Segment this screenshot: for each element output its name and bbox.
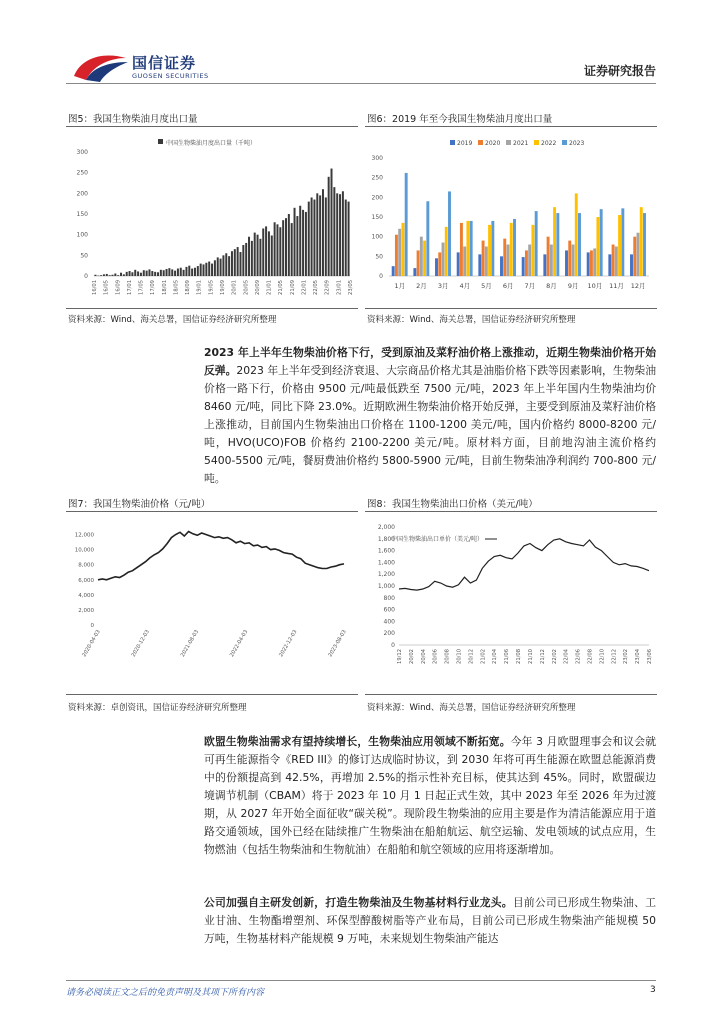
y-tick-label: 600 (383, 606, 395, 614)
x-tick-label: 20/02 (408, 649, 415, 664)
x-tick-label: 22/09 (324, 280, 331, 295)
data-bar (568, 241, 571, 276)
data-bar (214, 260, 216, 276)
x-tick-label: 11月 (609, 282, 624, 290)
x-tick-label: 2023-08-03 (327, 629, 348, 659)
x-tick-label: 2020-04-03 (81, 629, 102, 659)
data-bar (131, 272, 133, 276)
data-bar (109, 275, 111, 276)
data-bar (445, 227, 448, 276)
data-bar (313, 200, 315, 276)
data-bar (470, 221, 473, 276)
y-tick-label: 100 (371, 233, 383, 241)
y-tick-label: 10,000 (74, 547, 94, 554)
paragraph-body: 今年 3 月欧盟理事会和议会就可再生能源指令《RED III》的修订达成临时协议，到 2030 年将可再生能源在欧盟总能源消费中的份额提高到 42.5%，再增加 2.5%的指示性补充目标，使其达到 45%。同时，欧盟碳边境调节机制（CBAM）将于 2023 年 10 月 1 日起正式生效，其中 2023 年至 2026 年为过渡期，从 2027 年开始全面征收“碳关税”。现阶段生物柴油的应用主要是作为清洁能源应用于道路交通领域，国外已经在陆续推广生物柴油在船舶航运、航空运输、发电领域的试点应用，生物燃油（包括生物柴油和生物航油）在船舶和航空领域的应用将逐渐增加。 (204, 735, 657, 856)
data-bar (600, 209, 603, 276)
legend-label: 2022 (541, 140, 557, 147)
y-tick-label: 250 (76, 169, 88, 177)
data-bar (423, 241, 426, 276)
data-bar (239, 252, 241, 276)
data-bar (285, 218, 287, 276)
y-tick-label: 1,400 (377, 559, 395, 567)
legend-label: 2020 (485, 140, 501, 147)
fig8-title: 图8：我国生物柴油出口价格（美元/吨） (367, 499, 538, 510)
x-tick-label: 20/09 (254, 280, 261, 295)
paragraph-body: 2023 年上半年受到经济衰退、大宗商品价格尤其是油脂价格下跌等因素影响，生物柴油价格一路下行，价格由 9500 元/吨最低跌至 7500 元/吨，2023 年上半年国内生物柴油均价 8460 元/吨，同比下降 23.0%。近期欧洲生物柴油价格开始反弹，主要受到原油及菜籽油价格上涨推动，目前国内生物柴油出口价格在 1100-1200 美元/吨，国内价格约 8000-8200 元/吨，HVO(UCO)FOB 价格约 2100-2200 美元/吨。原材料方面，目前地沟油主流价格约 5400-5500 元/吨，餐厨费油价格约 5800-5900 元/吨，目前生物柴油净利润约 700-800 元/吨。 (204, 364, 657, 485)
x-tick-label: 18/09 (185, 280, 192, 295)
fig8-line-chart (365, 515, 657, 691)
y-tick-label: 1,000 (377, 583, 395, 590)
data-bar (279, 227, 281, 276)
legend-label: 2023 (569, 140, 585, 147)
data-bar (525, 250, 528, 276)
data-bar (100, 275, 102, 276)
x-tick-label: 6月 (502, 282, 514, 290)
x-tick-label: 21/12 (539, 649, 546, 664)
data-bar (254, 233, 256, 276)
data-bar (333, 187, 335, 276)
paragraph-lead: 公司加强自主研发创新，打造生物柴油及生物基材料行业龙头。 (204, 896, 513, 909)
data-bar (316, 193, 318, 276)
data-bar (413, 268, 416, 276)
data-bar (596, 217, 599, 276)
data-bar (608, 254, 611, 276)
data-bar (485, 247, 488, 277)
data-bar (291, 223, 293, 276)
data-bar (166, 269, 168, 276)
fig7-title-rule (66, 511, 358, 512)
data-bar (510, 223, 513, 276)
y-tick-label: 50 (80, 252, 88, 260)
legend-label: 中国生物柴油出口单价（美元/吨） (390, 536, 483, 543)
data-bar (299, 206, 301, 276)
data-bar (123, 274, 125, 276)
data-bar (268, 231, 270, 276)
legend-swatch (478, 140, 483, 145)
data-bar (507, 245, 510, 276)
data-bar (615, 247, 618, 277)
data-bar (612, 245, 615, 276)
x-tick-label: 21/01 (266, 280, 273, 295)
page-header (0, 0, 724, 92)
data-bar (339, 194, 341, 276)
y-tick-label: 400 (383, 618, 395, 626)
data-bar (640, 207, 643, 276)
data-bar (103, 274, 105, 276)
data-bar (543, 254, 546, 276)
x-tick-label: 23/06 (647, 649, 653, 664)
data-bar (148, 269, 150, 276)
x-tick-label: 19/12 (397, 649, 403, 664)
data-bar (262, 228, 264, 276)
x-tick-label: 21/05 (278, 280, 285, 295)
data-bar (205, 263, 207, 276)
y-tick-label: 250 (371, 174, 383, 182)
data-bar (126, 272, 128, 276)
data-bar (342, 191, 344, 276)
data-bar (188, 266, 190, 276)
data-bar (348, 202, 350, 276)
x-tick-label: 5月 (481, 282, 492, 290)
y-tick-label: 2,000 (78, 607, 94, 614)
y-tick-label: 2,000 (377, 524, 395, 531)
x-tick-label: 7月 (524, 282, 536, 290)
fig5-title: 图5：我国生物柴油月度出口量 (68, 114, 198, 125)
x-tick-label: 8月 (546, 282, 557, 290)
fig6-title: 图6：2019 年至今我国生物柴油月度出口量 (367, 114, 553, 125)
x-tick-label: 12月 (630, 282, 646, 290)
data-bar (336, 193, 338, 276)
paragraph-company-rd (204, 894, 656, 948)
data-bar (319, 195, 321, 276)
data-bar (265, 226, 267, 276)
data-bar (217, 257, 219, 276)
data-bar (248, 237, 250, 276)
y-tick-label: 12,000 (74, 532, 94, 539)
logo-chinese-name: 国信证券 (132, 54, 197, 72)
y-tick-label: 4,000 (78, 592, 94, 599)
data-bar (553, 207, 556, 276)
data-bar (302, 210, 304, 276)
y-tick-label: 0 (90, 623, 94, 629)
data-bar (129, 271, 131, 276)
data-bar (435, 258, 438, 276)
y-tick-label: 300 (76, 149, 88, 156)
data-bar (572, 245, 575, 276)
data-bar (117, 275, 119, 276)
page-number: 3 (650, 985, 656, 995)
y-tick-label: 100 (76, 231, 88, 239)
paragraph-lead: 欧盟生物柴油需求有望持续增长，生物柴油应用领域不断拓宽。 (204, 735, 511, 748)
fig7-line-chart (66, 515, 358, 691)
data-bar (522, 257, 525, 276)
data-bar (106, 274, 108, 276)
data-bar (535, 211, 538, 276)
data-bar (234, 249, 236, 276)
data-bar (160, 270, 162, 276)
data-bar (578, 213, 581, 276)
paragraph-body: 目前公司已形成生物柴油、工业甘油、生物酯增塑剂、环保型醇酸树脂等产业布局，目前公司已形成生物柴油产能规模 50 万吨，生物基材料产能规模 9 万吨，未来规划生物柴油产能达 (204, 896, 657, 945)
x-tick-label: 20/12 (468, 649, 475, 664)
fig5-title-rule (66, 126, 358, 127)
fig6-bar-chart (365, 130, 657, 306)
data-bar (621, 208, 624, 276)
data-bar (225, 253, 227, 276)
legend-swatch (506, 140, 511, 145)
fig8-title-rule (365, 511, 657, 512)
data-bar (180, 268, 182, 276)
footer-divider (66, 980, 656, 981)
header-divider (66, 83, 656, 84)
company-logo (72, 50, 222, 90)
data-bar (482, 241, 485, 276)
y-tick-label: 150 (76, 211, 88, 218)
fig6-title-rule (365, 126, 657, 127)
x-tick-label: 20/05 (243, 280, 250, 295)
x-tick-label: 22/06 (575, 649, 582, 664)
data-bar (282, 220, 284, 276)
data-bar (242, 245, 244, 276)
x-tick-label: 16/01 (92, 280, 98, 295)
data-bar (200, 264, 202, 276)
x-tick-label: 2020-12-03 (130, 629, 151, 659)
data-bar (345, 200, 347, 276)
data-bar (311, 197, 313, 276)
report-type-label: 证券研究报告 (583, 64, 656, 78)
data-bar (154, 272, 156, 276)
x-tick-label: 22/12 (611, 649, 618, 664)
x-tick-label: 20/10 (456, 649, 463, 664)
data-bar (565, 250, 568, 276)
y-tick-label: 800 (383, 594, 395, 602)
y-tick-label: 1,800 (377, 535, 395, 543)
x-tick-label: 3月 (437, 282, 449, 290)
data-bar (618, 215, 621, 276)
paragraph-price-trend (204, 344, 656, 488)
data-bar (251, 241, 253, 276)
y-tick-label: 200 (383, 630, 395, 638)
data-bar (183, 270, 185, 276)
data-bar (274, 222, 276, 276)
x-tick-label: 2021-08-03 (179, 629, 201, 659)
fig5-source: 资料来源：Wind、海关总署，国信证券经济研究所整理 (68, 315, 277, 325)
y-tick-label: 0 (84, 273, 88, 280)
x-tick-label: 4月 (459, 282, 471, 290)
disclaimer-note: 请务必阅读正文之后的免责声明及其项下所有内容 (66, 988, 265, 998)
data-bar (146, 271, 148, 276)
x-tick-label: 21/06 (504, 649, 511, 664)
data-bar (395, 235, 398, 276)
y-tick-label: 0 (379, 273, 383, 280)
y-tick-label: 200 (371, 194, 383, 202)
data-bar (503, 239, 506, 276)
data-bar (111, 275, 113, 276)
data-bar (590, 250, 593, 276)
x-tick-label: 2月 (416, 282, 427, 290)
fig5-bottom-rule (66, 308, 358, 309)
y-tick-label: 6,000 (78, 577, 94, 584)
data-bar (171, 269, 173, 276)
data-bar (259, 239, 261, 276)
data-bar (547, 237, 550, 276)
y-tick-label: 1,600 (377, 547, 395, 555)
x-tick-label: 21/08 (516, 649, 523, 664)
y-tick-label: 150 (371, 214, 383, 221)
paragraph-lead: 2023 年上半年生物柴油价格下行，受到原油及菜籽油价格上涨推动，近期生物柴油价格开始反弹。 (204, 346, 656, 377)
legend-swatch (450, 140, 455, 145)
x-tick-label: 22/08 (587, 649, 594, 664)
y-tick-label: 1,200 (377, 571, 395, 579)
y-tick-label: 0 (391, 642, 395, 649)
y-tick-label: 50 (375, 253, 383, 261)
data-bar (114, 274, 116, 276)
data-bar (420, 237, 423, 276)
data-bar (331, 169, 333, 276)
x-tick-label: 23/05 (348, 280, 354, 295)
x-tick-label: 9月 (567, 282, 579, 290)
data-bar (237, 247, 239, 276)
data-bar (203, 264, 205, 276)
data-bar (143, 270, 145, 276)
x-tick-label: 16/05 (103, 280, 110, 295)
data-bar (296, 216, 298, 276)
x-tick-label: 16/09 (115, 280, 122, 295)
x-tick-label: 1月 (394, 282, 406, 290)
x-tick-label: 18/01 (161, 280, 168, 295)
data-bar (417, 250, 420, 276)
data-bar (276, 224, 278, 276)
data-bar (463, 247, 466, 277)
x-tick-label: 22/04 (563, 649, 570, 664)
data-bar (643, 213, 646, 276)
legend-swatch (158, 139, 163, 144)
data-bar (528, 245, 531, 276)
data-bar (460, 223, 463, 276)
fig6-source: 资料来源：Wind、海关总署，国信证券经济研究所整理 (367, 315, 576, 325)
x-tick-label: 10月 (587, 282, 603, 290)
data-bar (294, 208, 296, 276)
y-tick-label: 300 (371, 155, 383, 162)
data-bar (197, 266, 199, 276)
data-bar (405, 173, 408, 276)
data-bar (288, 214, 290, 276)
data-bar (271, 235, 273, 276)
logo-english-name: GUOSEN SECURITIES (132, 72, 209, 80)
data-bar (163, 270, 165, 276)
x-tick-label: 20/06 (432, 649, 439, 664)
x-tick-label: 18/05 (173, 280, 180, 295)
legend-label: 2019 (457, 140, 473, 147)
x-tick-label: 2022-04-03 (229, 629, 250, 659)
data-bar (426, 201, 429, 276)
data-bar (137, 271, 139, 276)
x-tick-label: 21/10 (527, 649, 534, 664)
x-tick-label: 17/09 (150, 280, 157, 295)
data-bar (637, 233, 640, 276)
data-bar (174, 271, 176, 276)
data-bar (392, 266, 395, 276)
data-bar (94, 275, 96, 276)
data-bar (222, 255, 224, 276)
x-tick-label: 19/09 (220, 280, 226, 295)
y-tick-label: 8,000 (78, 562, 94, 569)
data-bar (134, 270, 136, 276)
x-tick-label: 22/05 (313, 280, 320, 295)
data-bar (587, 252, 590, 276)
data-bar (457, 252, 460, 276)
logo-mark-icon (72, 50, 130, 84)
data-bar (550, 245, 553, 276)
x-tick-label: 21/04 (492, 649, 499, 664)
export-price-line (399, 539, 649, 590)
data-bar (308, 202, 310, 276)
data-bar (140, 273, 142, 276)
data-bar (194, 268, 196, 276)
data-bar (157, 272, 159, 276)
x-tick-label: 23/04 (635, 649, 642, 664)
data-bar (220, 259, 222, 276)
data-bar (466, 221, 469, 276)
data-bar (245, 243, 247, 276)
fig8-bottom-rule (365, 694, 657, 695)
data-bar (177, 269, 179, 276)
data-bar (438, 252, 441, 276)
legend-label: 2021 (513, 140, 529, 147)
price-line (98, 532, 344, 580)
x-tick-label: 17/05 (138, 280, 145, 295)
paragraph-eu-demand (204, 733, 656, 859)
x-tick-label: 19/01 (196, 280, 203, 295)
data-bar (488, 225, 491, 276)
x-tick-label: 20/04 (420, 649, 427, 664)
data-bar (630, 254, 633, 276)
x-tick-label: 22/10 (599, 649, 606, 664)
x-tick-label: 2022-12-03 (278, 629, 299, 659)
data-bar (211, 264, 213, 276)
x-tick-label: 23/01 (336, 280, 343, 295)
x-tick-label: 23/02 (623, 649, 630, 664)
data-bar (257, 235, 259, 276)
data-bar (322, 189, 324, 276)
x-tick-label: 21/09 (289, 280, 296, 295)
legend-swatch (562, 140, 567, 145)
y-tick-label: 200 (76, 190, 88, 198)
data-bar (513, 219, 516, 276)
data-bar (401, 223, 404, 276)
data-bar (151, 271, 153, 276)
data-bar (398, 229, 401, 276)
data-bar (231, 251, 233, 276)
data-bar (593, 248, 596, 276)
legend-swatch (534, 140, 539, 145)
data-bar (120, 273, 122, 276)
data-bar (185, 267, 187, 276)
fig5-bar-chart (66, 130, 358, 306)
fig7-bottom-rule (66, 694, 358, 695)
data-bar (191, 269, 193, 276)
data-bar (328, 177, 330, 276)
x-tick-label: 20/01 (231, 280, 238, 295)
x-tick-label: 20/08 (444, 649, 451, 664)
data-bar (500, 256, 503, 276)
legend-label: 中国生物柴油月度出口量（千吨） (166, 140, 257, 147)
data-bar (228, 256, 230, 276)
x-tick-label: 22/01 (301, 280, 308, 295)
data-bar (325, 197, 327, 276)
fig7-source: 资料来源：卓创资讯，国信证券经济研究所整理 (68, 703, 247, 713)
fig6-bottom-rule (365, 308, 657, 309)
x-tick-label: 22/02 (551, 649, 558, 664)
fig7-title: 图7：我国生物柴油价格（元/吨） (68, 499, 211, 510)
data-bar (478, 254, 481, 276)
fig8-source: 资料来源：Wind、海关总署，国信证券经济研究所整理 (367, 703, 576, 713)
data-bar (556, 213, 559, 276)
data-bar (531, 225, 534, 276)
data-bar (575, 193, 578, 276)
x-tick-label: 17/01 (126, 280, 133, 295)
data-bar (442, 243, 445, 276)
x-tick-label: 19/05 (208, 280, 215, 295)
data-bar (448, 191, 451, 276)
x-tick-label: 21/02 (480, 649, 487, 664)
data-bar (633, 237, 636, 276)
data-bar (491, 221, 494, 276)
data-bar (168, 268, 170, 276)
data-bar (305, 212, 307, 276)
data-bar (208, 262, 210, 276)
